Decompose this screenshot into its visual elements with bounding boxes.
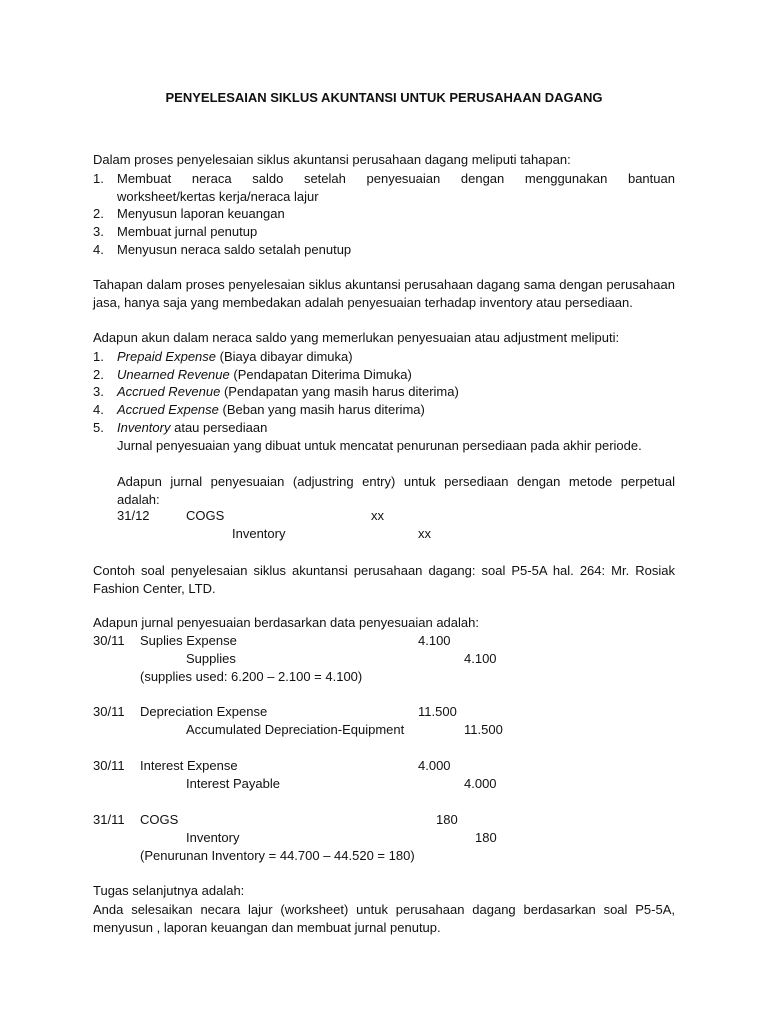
document-title: PENYELESAIAN SIKLUS AKUNTANSI UNTUK PERUSAHAAN DAGANG xyxy=(165,90,603,105)
journal-date: 30/11 xyxy=(93,758,125,773)
list-item: 4. Menyusun neraca saldo setalah penutup xyxy=(93,242,352,257)
journal-debit-amount: 11.500 xyxy=(418,704,457,719)
journal-debit-account: Suplies Expense xyxy=(140,633,237,648)
journal-debit-amount: 180 xyxy=(436,812,458,827)
list-item: 1. Prepaid Expense (Biaya dibayar dimuka) xyxy=(93,349,353,364)
list-item: 3. Accrued Revenue (Pendapatan yang masih harus diterima) xyxy=(93,384,459,399)
journal-note: (Penurunan Inventory = 44.700 – 44.520 = 180) xyxy=(140,848,415,863)
journal-date: 31/11 xyxy=(93,812,125,827)
list-item-continuation: worksheet/kertas kerja/neraca lajur xyxy=(117,189,319,204)
intro-text: Dalam proses penyelesaian siklus akuntansi perusahaan dagang meliputi tahapan: xyxy=(93,152,571,167)
journal-intro: Adapun jurnal penyesuaian berdasarkan data penyesuaian adalah: xyxy=(93,615,479,630)
journal-credit-amount: 4.000 xyxy=(464,776,497,791)
entry-debit-amount: xx xyxy=(371,508,384,523)
inventory-note-1: Jurnal penyesuaian yang dibuat untuk mencatat penurunan persediaan pada akhir periode. xyxy=(117,438,642,453)
journal-debit-account: Interest Expense xyxy=(140,758,238,773)
journal-credit-account: Accumulated Depreciation-Equipment xyxy=(186,722,405,737)
journal-credit-account: Inventory xyxy=(186,830,240,845)
inventory-note-2: Adapun jurnal penyesuaian (adjustring entry) untuk persediaan dengan metode perpetual adalah: xyxy=(117,474,675,507)
entry-credit-amount: xx xyxy=(418,526,431,541)
journal-credit-amount: 180 xyxy=(475,830,497,845)
journal-debit-amount: 4.100 xyxy=(418,633,451,648)
journal-date: 30/11 xyxy=(93,633,125,648)
entry-debit-account: COGS xyxy=(186,508,225,523)
journal-date: 30/11 xyxy=(93,704,125,719)
journal-credit-account: Interest Payable xyxy=(186,776,280,791)
journal-debit-account: COGS xyxy=(140,812,179,827)
entry-date: 31/12 xyxy=(117,508,150,523)
journal-credit-amount: 11.500 xyxy=(464,722,503,737)
journal-note: (supplies used: 6.200 – 2.100 = 4.100) xyxy=(140,669,363,684)
journal-credit-amount: 4.100 xyxy=(464,651,497,666)
list-item: 2. Unearned Revenue (Pendapatan Diterima Dimuka) xyxy=(93,367,412,382)
paragraph-adjustment-intro: Adapun akun dalam neraca saldo yang memerlukan penyesuaian atau adjustment meliputi: xyxy=(93,330,620,345)
task-heading: Tugas selanjutnya adalah: xyxy=(93,883,245,898)
list-item: 5. Inventory atau persediaan xyxy=(93,420,268,435)
entry-credit-account: Inventory xyxy=(232,526,286,541)
journal-debit-amount: 4.000 xyxy=(418,758,451,773)
list-item: 2. Menyusun laporan keuangan xyxy=(93,206,285,221)
task-text: Anda selesaikan necara lajur (worksheet) untuk perusahaan dagang berdasarkan soal P5-5A, menyusun , laporan keuangan dan membuat jurnal penutup. xyxy=(93,902,675,935)
example-text: Contoh soal penyelesaian siklus akuntansi perusahaan dagang: soal P5-5A hal. 264: Mr. Rosiak Fashion Center, LTD. xyxy=(93,563,675,596)
journal-credit-account: Supplies xyxy=(186,651,236,666)
list-item: 3. Membuat jurnal penutup xyxy=(93,224,258,239)
list-item: 4. Accrued Expense (Beban yang masih harus diterima) xyxy=(93,402,425,417)
list-item: 1. Membuat neraca saldo setelah penyesuaian dengan menggunakan bantuan xyxy=(93,171,675,186)
paragraph-tahapan: Tahapan dalam proses penyelesaian siklus akuntansi perusahaan dagang sama dengan perusahaan jasa, hanya saja yang membedakan adalah penyesuaian terhadap inventory atau persediaan. xyxy=(93,277,675,310)
journal-debit-account: Depreciation Expense xyxy=(140,704,268,719)
